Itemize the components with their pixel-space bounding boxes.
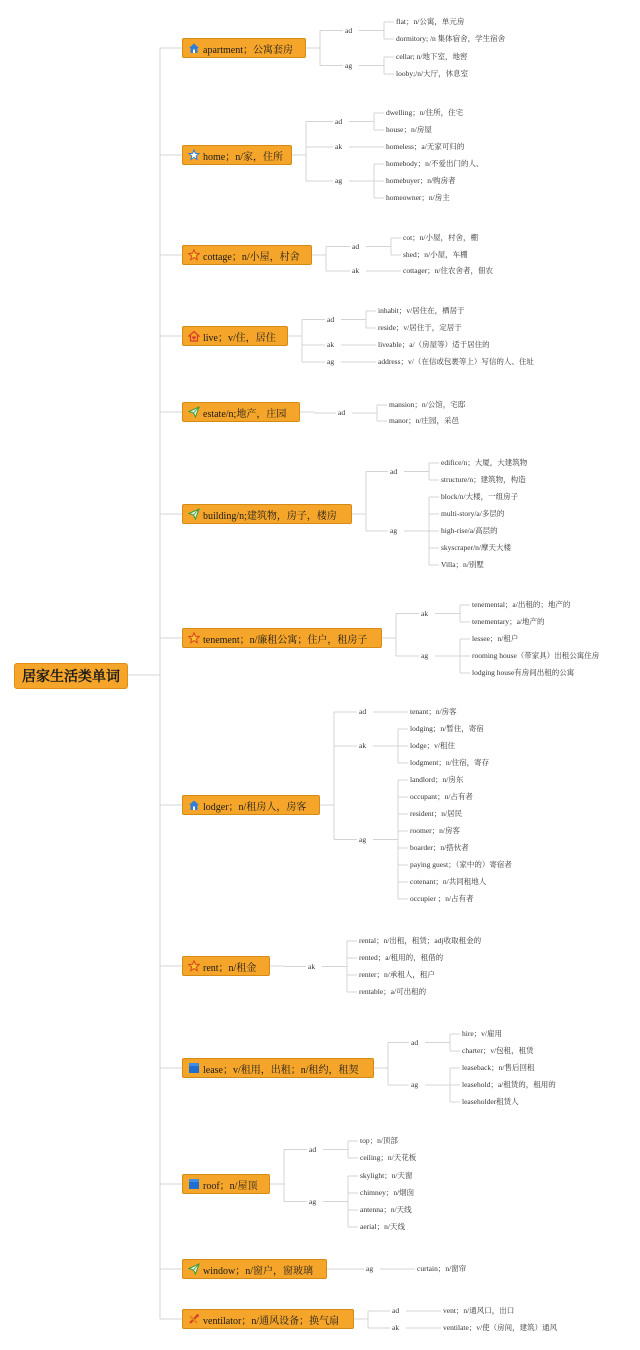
vocab-item[interactable]: landlord；n/房东: [410, 775, 464, 784]
vocab-item[interactable]: antenna；n/天线: [360, 1205, 412, 1214]
vocab-item[interactable]: mansion；n/公馆，宅邸: [389, 400, 466, 409]
vocab-item[interactable]: leasehold；a/租赁的，租用的: [462, 1080, 556, 1089]
star-icon: [188, 960, 200, 972]
relation-tag-ad: ad: [309, 1144, 317, 1154]
vocab-item[interactable]: cottager；n/住农舍者，佃农: [403, 266, 493, 275]
vocab-item[interactable]: leaseback；n/售后回租: [462, 1063, 535, 1072]
relation-tag-ak: ak: [352, 266, 360, 275]
vocab-item[interactable]: ventilate；v/使（房间，建筑）通风: [443, 1323, 558, 1332]
relation-tag-ak: ak: [327, 340, 335, 349]
relation-tag-ag: ag: [390, 526, 398, 535]
vocab-item[interactable]: rooming house（带家具）出租公寓住房: [472, 651, 600, 660]
relation-tag-ak: ak: [308, 961, 316, 971]
house-icon: [188, 799, 200, 811]
vocab-item[interactable]: cot；n/小屋，村舍，棚: [403, 233, 478, 242]
relation-tag-ag: ag: [309, 1196, 317, 1206]
relation-tag-ad: ad: [327, 314, 335, 324]
vocab-item[interactable]: homebuyer；n/购房者: [386, 176, 456, 185]
vocab-item[interactable]: flat；n/公寓，单元房: [396, 17, 465, 26]
vocab-item[interactable]: lodging；n/暂住，寄宿: [410, 724, 484, 733]
topic-node[interactable]: [182, 795, 320, 815]
vocab-item[interactable]: charter；v/包租，租赁: [462, 1046, 534, 1055]
vocab-item[interactable]: house；n/房屋: [386, 125, 432, 134]
vocab-item[interactable]: occupant；n/占有者: [410, 792, 473, 801]
vocab-item[interactable]: rental；n/出租，租赁；adj收取租金的: [359, 936, 482, 945]
vocab-item[interactable]: hire；v/雇用: [462, 1029, 502, 1038]
relation-tag-ad: ad: [411, 1037, 419, 1047]
vocab-item[interactable]: shed；n/小屋，车棚: [403, 250, 468, 259]
vocab-item[interactable]: ceiling；n/天花板: [360, 1153, 417, 1162]
vocab-item[interactable]: looby;/n/大厅，休息室: [396, 69, 469, 78]
topic-node[interactable]: [182, 956, 270, 976]
topic-node[interactable]: [182, 628, 382, 648]
flag-icon: [188, 1178, 200, 1190]
star-outline-icon: [188, 149, 200, 161]
star-icon: [188, 632, 200, 644]
root-topic[interactable]: 居家生活类单词: [14, 663, 128, 689]
vocab-item[interactable]: lodge；v/租住: [410, 741, 455, 750]
vocab-item[interactable]: homeless；a/无家可归的: [386, 142, 465, 151]
vocab-item[interactable]: aerial；n/天线: [360, 1222, 405, 1231]
topic-node[interactable]: [182, 1058, 374, 1078]
topic-label: roof；n/屋顶: [203, 1180, 258, 1192]
topic-node[interactable]: [182, 504, 352, 524]
relation-tag-ak: ak: [359, 741, 367, 750]
vocab-item[interactable]: reside；v/居住于，定居于: [378, 323, 462, 332]
topic-label: lease；v/租用，出租；n/租约，租契: [203, 1064, 359, 1076]
vocab-item[interactable]: tenant；n/房客: [410, 707, 457, 716]
topic-node[interactable]: [182, 38, 306, 58]
vocab-item[interactable]: homebody；n/不爱出门的人、: [386, 159, 484, 168]
relation-tag-ag: ag: [335, 176, 343, 185]
relation-tag-ag: ag: [327, 357, 335, 366]
home-heart-icon: [188, 330, 200, 342]
vocab-item[interactable]: dormitory; /n 集体宿舍，学生宿舍: [396, 34, 506, 43]
house-icon: [188, 42, 200, 54]
relation-tag-ag: ag: [359, 834, 367, 844]
vocab-item[interactable]: skylight；n/天窗: [360, 1171, 413, 1180]
vocab-item[interactable]: occupier ；n/占有者: [410, 894, 474, 903]
topic-node[interactable]: [182, 145, 292, 165]
vocab-item[interactable]: block/n/大楼，一组房子: [441, 492, 519, 501]
vocab-item[interactable]: multi-story/a/多层的: [441, 509, 505, 518]
topic-node[interactable]: [182, 1259, 327, 1279]
relation-tag-ag: ag: [345, 60, 353, 70]
vocab-item[interactable]: paying guest；（家中的）寄宿者: [410, 860, 512, 869]
star-icon: [188, 249, 200, 261]
vocab-item[interactable]: high-rise/a/高层的: [441, 526, 498, 535]
topic-node[interactable]: [182, 402, 300, 422]
vocab-item[interactable]: cotenant；n/共同租地人: [410, 877, 487, 886]
vocab-item[interactable]: dwelling；n/住所，住宅: [386, 108, 464, 117]
tools-icon: [188, 1313, 200, 1325]
vocab-item[interactable]: homeowner；n/房主: [386, 193, 450, 202]
vocab-item[interactable]: manor；n/庄园，采邑: [389, 416, 459, 425]
topic-label: live；v/住，居住: [203, 332, 276, 344]
vocab-item[interactable]: tenementary；a/地产的: [472, 617, 545, 626]
vocab-item[interactable]: vent；n/通风口，出口: [443, 1306, 515, 1315]
topic-label: lodger；n/租房人，房客: [203, 801, 307, 813]
vocab-item[interactable]: lodging house有房间出租的公寓: [472, 668, 575, 677]
vocab-item[interactable]: resident；n/居民: [410, 809, 463, 818]
relation-tag-ad: ad: [352, 241, 360, 251]
relation-tag-ak: ak: [392, 1323, 400, 1332]
vocab-item[interactable]: inhabit；v/居住在，栖居于: [378, 306, 465, 315]
topic-label: home；n/家，住所: [203, 151, 283, 163]
vocab-item[interactable]: boarder；n/搭伙者: [410, 843, 469, 852]
topic-label: building/n;建筑物，房子，楼房: [203, 510, 337, 522]
relation-tag-ad: ad: [359, 707, 367, 716]
relation-tag-ad: ad: [392, 1306, 400, 1315]
relation-tag-ad: ad: [335, 116, 343, 126]
vocab-item[interactable]: rentable；a/可出租的: [359, 987, 427, 996]
vocab-item[interactable]: renter；n/承租人，租户: [359, 970, 435, 979]
paper-plane-icon: [188, 508, 200, 520]
vocab-item[interactable]: roomer；n/房客: [410, 826, 460, 835]
vocab-item[interactable]: chimney；n/烟囱: [360, 1188, 415, 1197]
vocab-item[interactable]: tenemental；a/出租的；地产的: [472, 600, 571, 609]
vocab-item[interactable]: structure/n；建筑物，构造: [441, 475, 526, 484]
paper-plane-icon: [188, 406, 200, 418]
topic-label: estate/n;地产，庄园: [203, 408, 287, 420]
vocab-item[interactable]: lessee；n/租户: [472, 634, 519, 643]
vocab-item[interactable]: curtain；n/窗帘: [417, 1264, 467, 1273]
relation-tag-ag: ag: [411, 1080, 419, 1089]
vocab-item[interactable]: leaseholder租赁人: [462, 1097, 519, 1106]
vocab-item[interactable]: lodgment；n/住宿，寄存: [410, 758, 490, 767]
vocab-item[interactable]: edifice/n；大厦，大建筑物: [441, 458, 528, 467]
relation-tag-ag: ag: [366, 1264, 374, 1273]
topic-node[interactable]: [182, 1309, 354, 1329]
relation-tag-ag: ag: [421, 651, 429, 660]
topic-label: apartment；公寓套房: [203, 44, 293, 56]
topic-node[interactable]: [182, 245, 312, 265]
topic-label: tenement；n/廉租公寓；住户，租房子: [203, 634, 368, 646]
vocab-item[interactable]: top；n/顶部: [360, 1136, 398, 1145]
flag-icon: [188, 1062, 200, 1074]
relation-tag-ak: ak: [335, 142, 343, 151]
vocab-item[interactable]: skyscraper/n/摩天大楼: [441, 543, 511, 552]
vocab-item[interactable]: liveable；a/（房屋等）适于居住的: [378, 340, 490, 349]
topic-label: cottage；n/小屋，村舍: [203, 251, 300, 263]
relation-tag-ad: ad: [345, 25, 353, 35]
topic-node[interactable]: [182, 1174, 270, 1194]
topic-label: window；n/窗户，窗玻璃: [203, 1265, 313, 1277]
vocab-item[interactable]: rented；a/租用的，租借的: [359, 953, 444, 962]
vocab-item[interactable]: Villa；n/别墅: [441, 560, 484, 569]
vocab-item[interactable]: address；v/（在信或包裹等上）写信的人、住址: [378, 357, 534, 366]
relation-tag-ad: ad: [338, 408, 346, 417]
vocab-item[interactable]: cellar; n/地下室，地窖: [396, 52, 468, 61]
relation-tag-ak: ak: [421, 608, 429, 618]
paper-plane-icon: [188, 1263, 200, 1275]
relation-tag-ad: ad: [390, 466, 398, 476]
topic-label: ventilator；n/通风设备；换气扇: [203, 1315, 340, 1327]
topic-label: rent；n/租金: [203, 962, 257, 974]
topic-node[interactable]: [182, 326, 288, 346]
